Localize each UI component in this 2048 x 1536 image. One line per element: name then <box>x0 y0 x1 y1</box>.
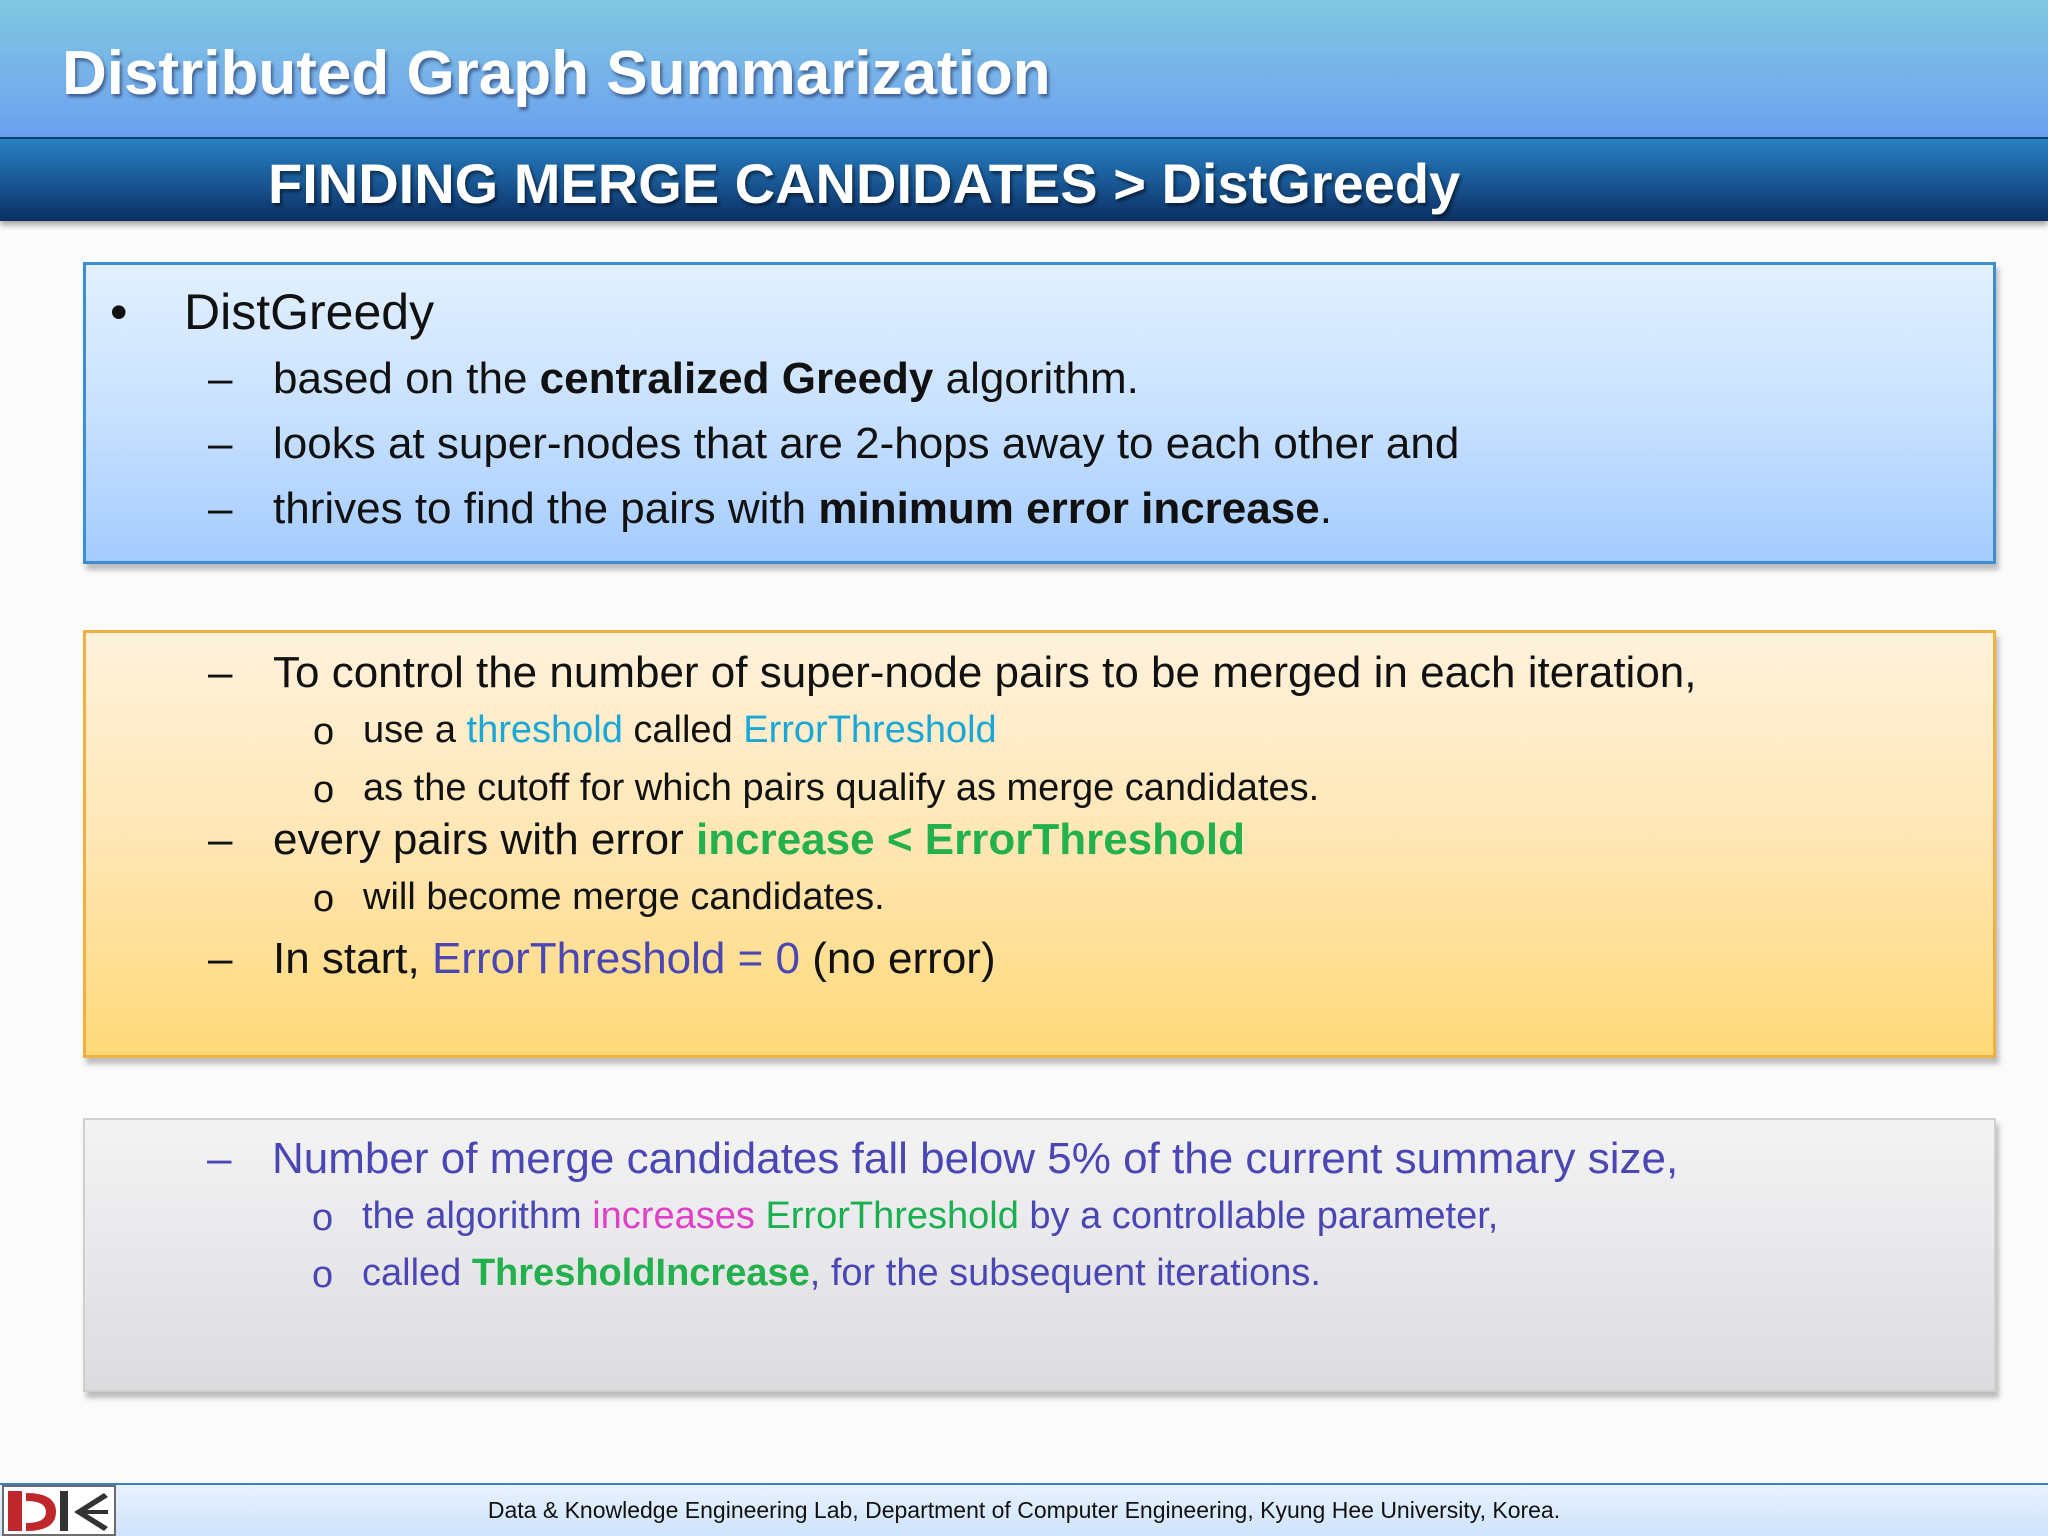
text: called <box>362 1252 472 1294</box>
dash-marker: – <box>208 648 233 697</box>
text-highlight: ErrorThreshold = 0 <box>431 934 801 983</box>
text: algorithm. <box>933 354 1139 403</box>
box3-line1: Number of merge candidates fall below 5% of the current summary size, <box>272 1134 1679 1183</box>
box2-sub1 <box>363 711 997 749</box>
text <box>755 1195 766 1237</box>
dash-marker: – <box>208 484 233 533</box>
text-bold: minimum error increase <box>818 484 1320 533</box>
dash-marker: – <box>207 1134 232 1183</box>
box2-line3 <box>273 934 996 983</box>
box2-line1: To control the number of super-node pairs to be merged in each iteration, <box>273 648 1697 697</box>
text: (no error) <box>800 934 996 983</box>
text: by a controllable parameter, <box>1018 1195 1499 1237</box>
threshold-increase-box <box>83 1118 1996 1392</box>
text-highlight: increases <box>592 1195 755 1237</box>
text-highlight: ThresholdIncrease <box>471 1252 810 1294</box>
threshold-box <box>83 630 1996 1058</box>
sub-marker: o <box>313 711 335 753</box>
bullet-marker: • <box>110 284 128 340</box>
box2-sub3: will become merge candidates. <box>363 876 885 918</box>
box1-line3 <box>273 484 1332 533</box>
box1-line2: looks at super-nodes that are 2-hops away to each other and <box>273 419 1460 468</box>
sub-marker: o <box>312 1197 334 1239</box>
dash-marker: – <box>208 419 233 468</box>
dash-marker: – <box>208 815 233 864</box>
sub-marker: o <box>312 1254 334 1296</box>
box2-sub2: as the cutoff for which pairs qualify as merge candidates. <box>363 767 1320 809</box>
text-highlight: ErrorThreshold <box>743 709 997 751</box>
text: thrives to find the pairs with <box>273 484 819 533</box>
dash-marker: – <box>208 934 233 983</box>
slide-subtitle: FINDING MERGE CANDIDATES > DistGreedy <box>268 152 1461 215</box>
text: . <box>1319 484 1332 533</box>
box2-line2 <box>273 815 1246 864</box>
dash-marker: – <box>208 354 233 403</box>
box1-line1 <box>273 354 1139 403</box>
sub-marker: o <box>313 878 335 920</box>
text: In start, <box>273 934 432 983</box>
text: called <box>622 709 744 751</box>
text-highlight: ErrorThreshold <box>765 1195 1019 1237</box>
text-highlight: threshold <box>466 709 623 751</box>
sub-marker: o <box>313 769 335 811</box>
text: use a <box>363 709 467 751</box>
text: the algorithm <box>362 1195 593 1237</box>
text-bold: centralized Greedy <box>539 354 934 403</box>
title-bar <box>0 0 2048 137</box>
text-highlight: increase < ErrorThreshold <box>696 815 1246 864</box>
distgreedy-box <box>83 262 1996 564</box>
distgreedy-heading: DistGreedy <box>184 284 435 340</box>
footer <box>0 1483 2048 1536</box>
subtitle-bar <box>0 137 2048 221</box>
text: , for the subsequent iterations. <box>809 1252 1321 1294</box>
text: every pairs with error <box>273 815 697 864</box>
box3-sub2 <box>362 1254 1321 1292</box>
footer-text: Data & Knowledge Engineering Lab, Department of Computer Engineering, Kyung Hee University, Korea. <box>487 1497 1561 1523</box>
box3-sub1 <box>362 1197 1498 1235</box>
text: based on the <box>273 354 540 403</box>
slide-title: Distributed Graph Summarization <box>62 39 1051 108</box>
